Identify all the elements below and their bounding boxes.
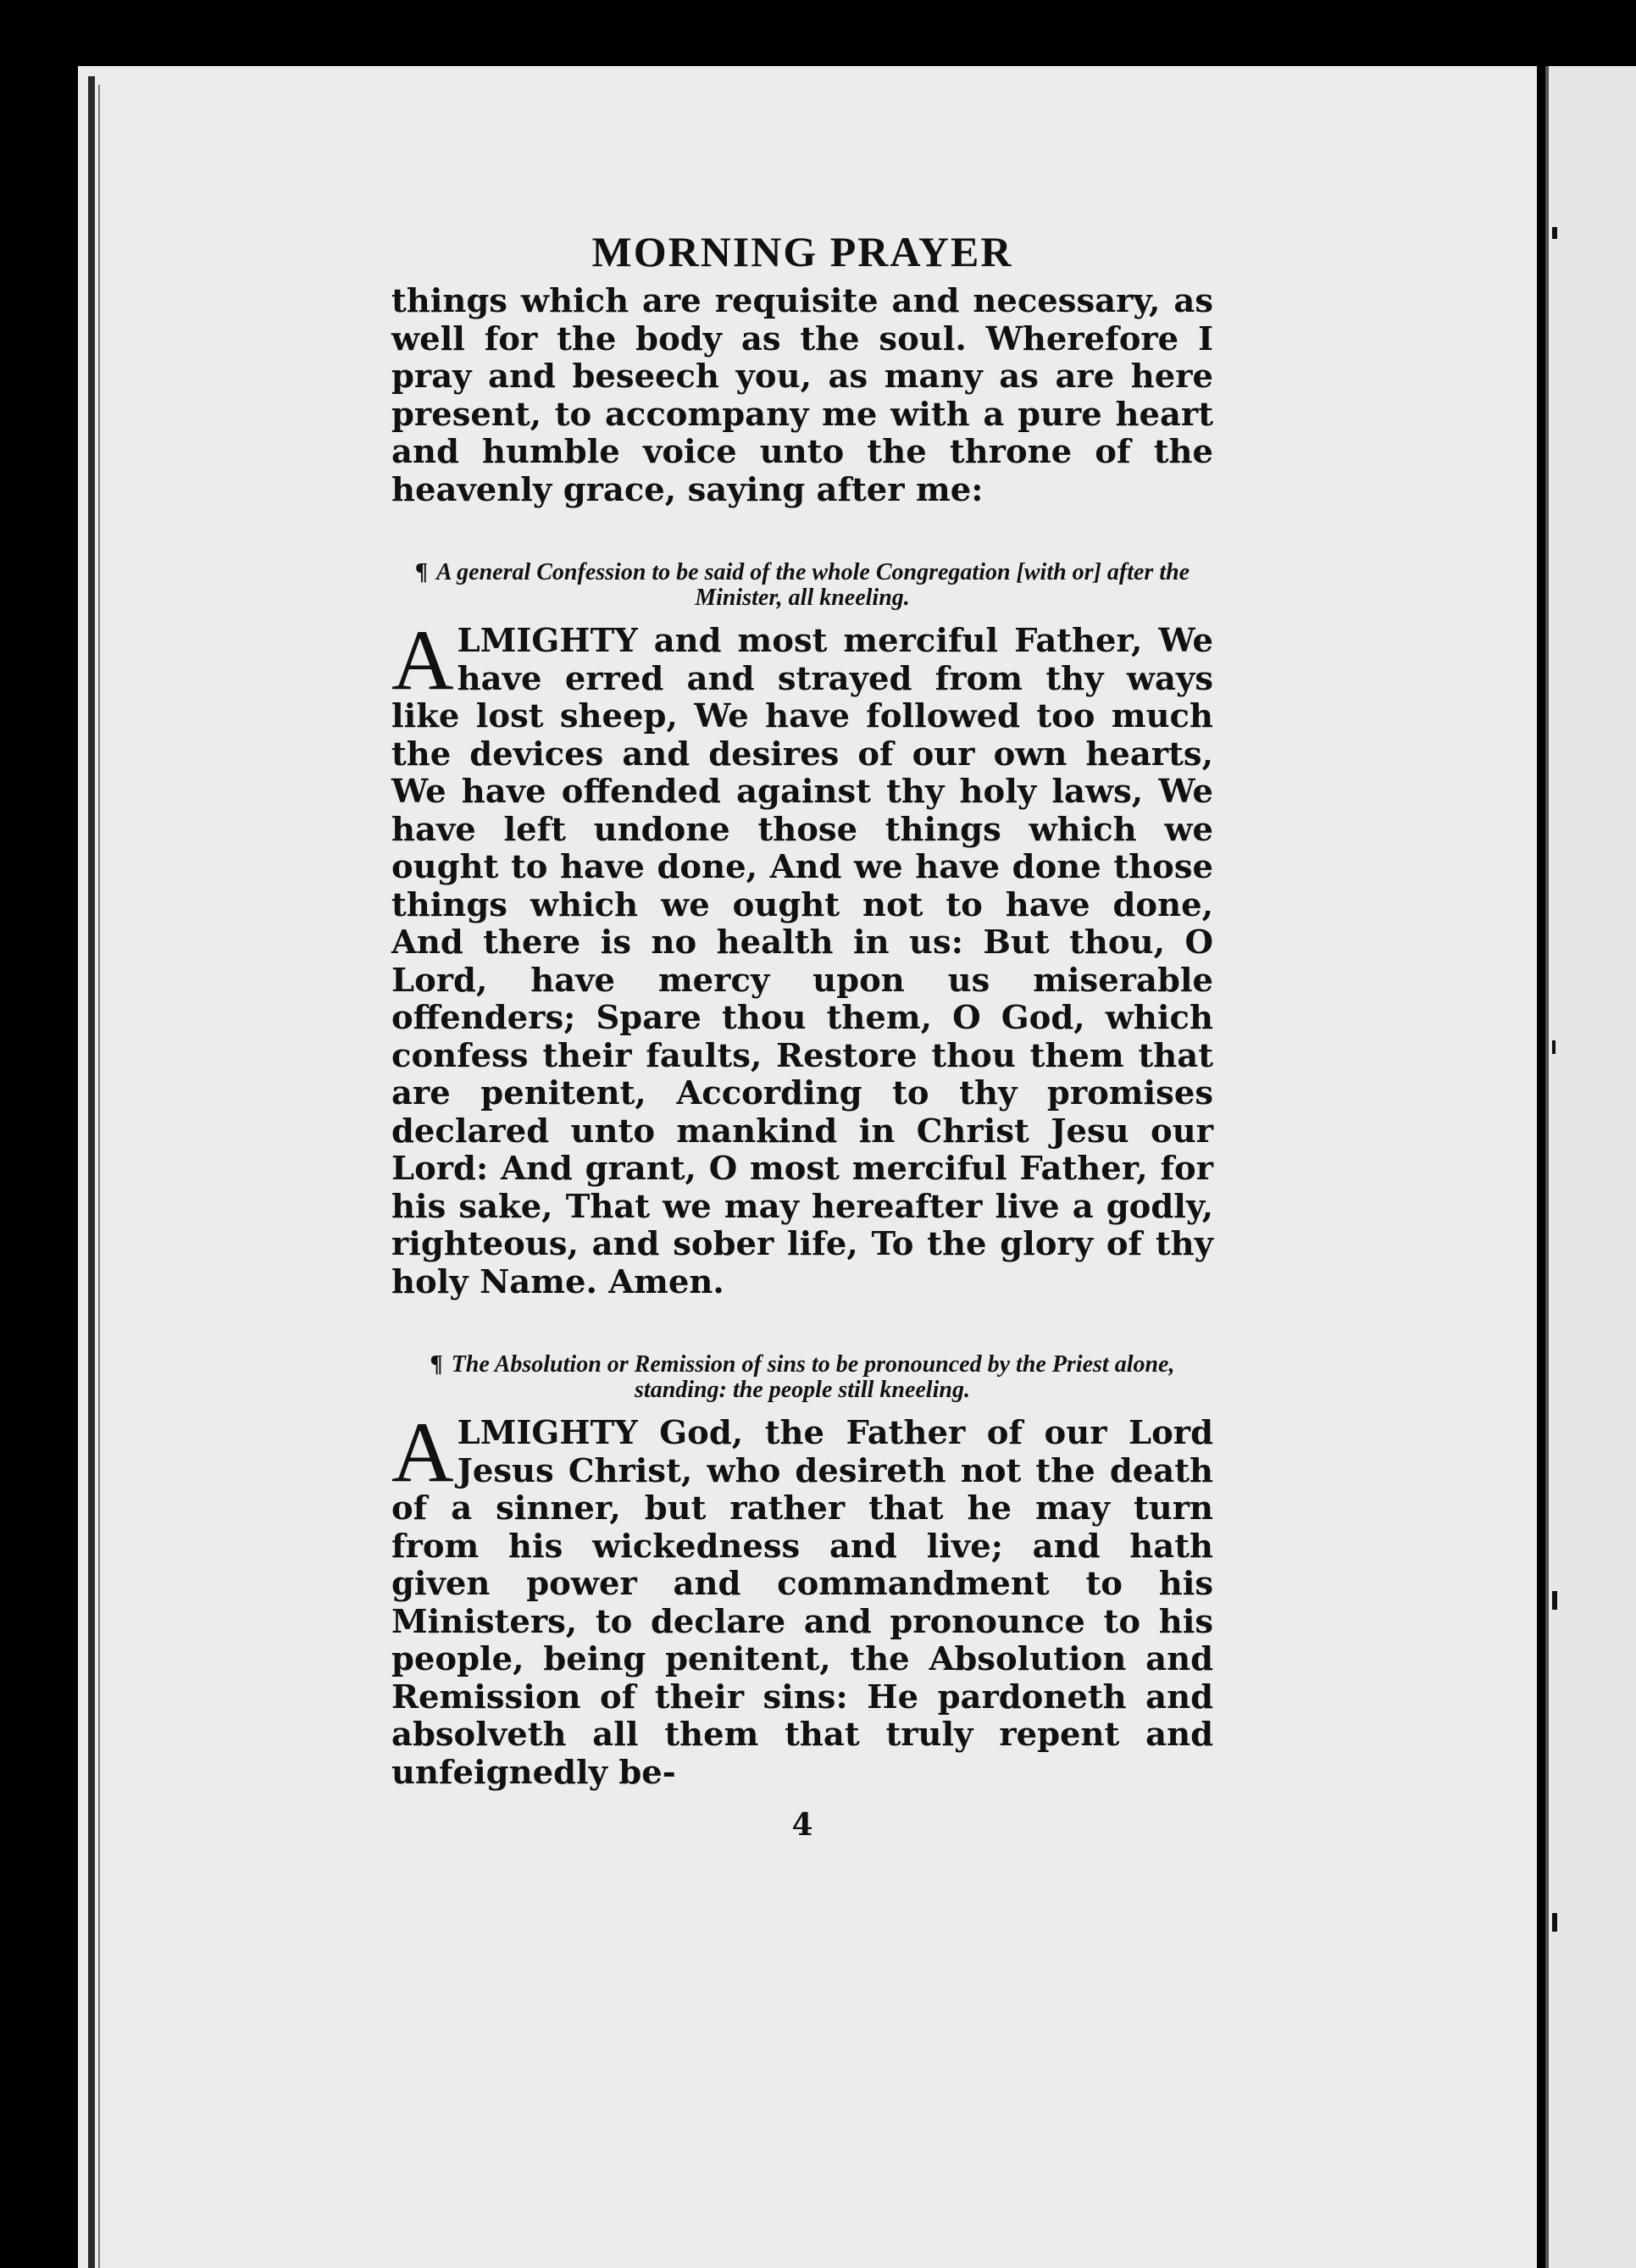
running-head: MORNING PRAYER xyxy=(591,228,1013,275)
rubric-confession xyxy=(391,560,1213,611)
confession-paragraph xyxy=(391,613,1213,1301)
adjacent-page-mark xyxy=(1552,1040,1556,1054)
page-text-block xyxy=(391,227,1213,1843)
adjacent-page-border xyxy=(1545,66,1549,2268)
adjacent-page-mark xyxy=(1552,227,1557,239)
rubric-absolution xyxy=(391,1352,1213,1403)
page-number: 4 xyxy=(791,1807,813,1843)
page-gutter-shadow xyxy=(88,76,95,2268)
rubric-absolution-text: The Absolution or Remission of sins to be pronounced by the Priest alone, standing: the people still kneeling. xyxy=(451,1351,1175,1403)
absolution-paragraph xyxy=(391,1405,1213,1792)
drop-cap-initial: A xyxy=(391,1405,454,1500)
intro-paragraph: things which are requisite and necessary, as well for the body as the soul. Wherefore I pray and beseech you, as many as are here present, to accompany me with a pure heart and humble voice unto the throne of the heavenly grace, saying after me: xyxy=(391,282,1213,509)
confession-text: LMIGHTY and most merciful Father, We have erred and strayed from thy ways like lost sheep, We have followed too much the devices and desires of our own hearts, We have offended against thy holy laws, We have left undone those things which we ought to have done, And we have done those things which we ought not to have done, And there is no health in us: But thou, O Lord, have mercy upon us miserable offenders; Spare thou them, O God, which confess their faults, Restore thou them that are penitent, According to thy promises declared unto mankind in Christ Jesu our Lord: And grant, O most merciful Father, for his sake, That we may hereafter live a godly, righteous, and sober life, To the glory of thy holy Name. Amen. xyxy=(391,622,1213,1301)
adjacent-page-mark xyxy=(1552,1913,1557,1932)
pilcrow-mark: ¶ xyxy=(414,559,429,585)
adjacent-page-edge xyxy=(1545,66,1636,2268)
page-gutter-line xyxy=(98,85,100,2268)
absolution-text: LMIGHTY God, the Father of our Lord Jesus Christ, who desireth not the death of a sinner, but rather that he may turn from his wickedness and live; and hath given power and commandment to his Ministers, to declare and pronounce to his people, being penitent, the Absolution and Remission of their sins: He pardoneth and absolveth all them that truly repent and unfeignedly be- xyxy=(391,1414,1213,1792)
adjacent-page-mark xyxy=(1552,1591,1557,1610)
rubric-confession-text: A general Confession to be said of the whole Congregation [with or] after the Minister, all kneeling. xyxy=(436,559,1190,611)
pilcrow-mark: ¶ xyxy=(430,1351,443,1378)
drop-cap-initial: A xyxy=(391,613,454,708)
